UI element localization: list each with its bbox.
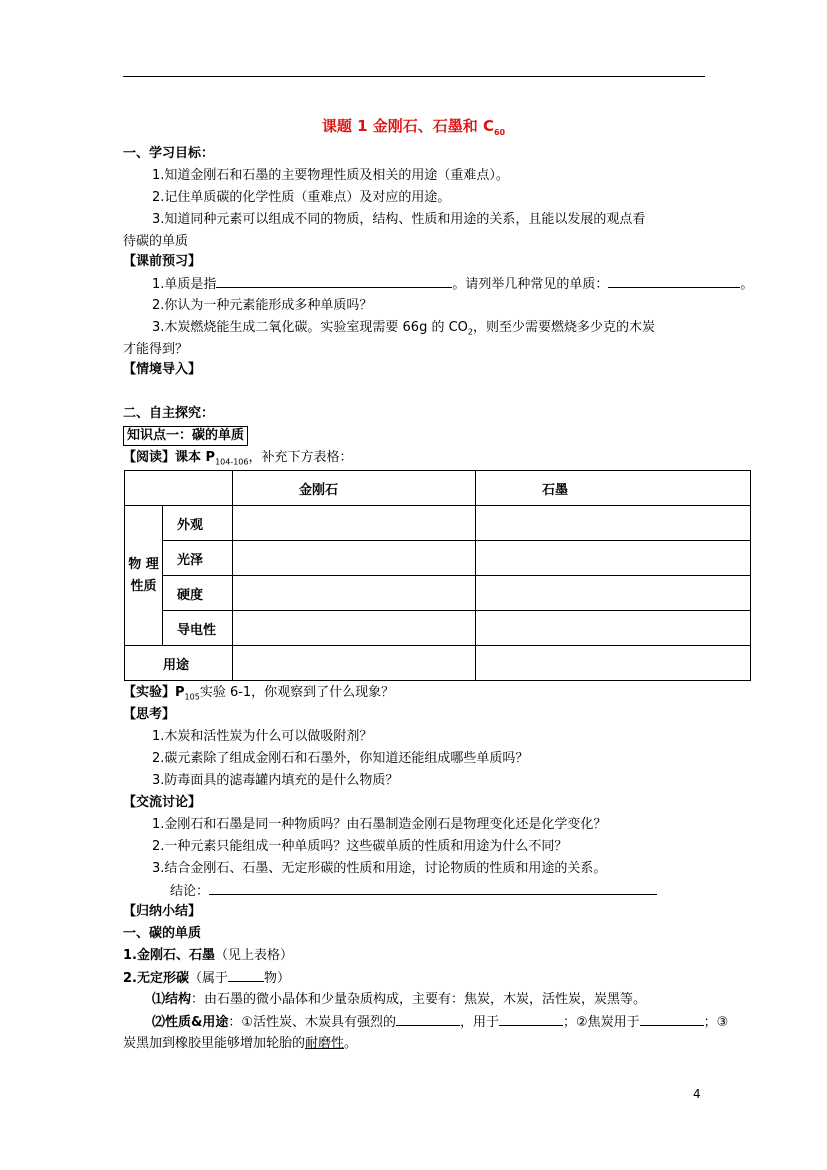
table-cell[interactable]: [476, 506, 751, 541]
table-row: [125, 541, 751, 576]
table-cell[interactable]: [476, 646, 751, 681]
scene-heading: 【情境导入】: [123, 362, 202, 377]
discuss-3: 3.结合金刚石、石墨、无定形碳的性质和用途，讨论物质的性质和用途的关系。: [152, 861, 607, 876]
experiment-line: 【实验】$P_{105}$实验 6-1，你观察到了什么现象？: [123, 685, 395, 702]
think-heading: 【思考】: [123, 707, 176, 722]
row-label-conductivity: 导电性: [163, 611, 233, 646]
think-3: 3.防毒面具的滤毒罐内填充的是什么物质？: [152, 773, 399, 788]
page-number: 4: [693, 1087, 701, 1101]
summary-item1: 1.金刚石、石墨（见上表格）: [123, 948, 293, 963]
think-1: 1.木炭和活性炭为什么可以做吸附剂？: [152, 729, 373, 744]
table-cell[interactable]: [476, 611, 751, 646]
knowledge-point-box: 知识点一：碳的单质: [123, 426, 248, 446]
row-label-appearance: 外观: [163, 506, 233, 541]
blank-category[interactable]: [228, 969, 264, 982]
table-cell[interactable]: [233, 646, 476, 681]
table-row: [125, 576, 751, 611]
preview-q3-cont: 才能得到？: [123, 342, 189, 357]
table-cell[interactable]: [233, 541, 476, 576]
blank-definition[interactable]: [216, 275, 452, 288]
structure-line: ⑴结构：由石墨的微小晶体和少量杂质构成，主要有：焦炭，木炭，活性炭，炭黑等。: [152, 992, 647, 1007]
summary-heading: 【归纳小结】: [123, 904, 202, 919]
preview-q1: 1.单质是指 。请列举几种常见的单质： 。: [152, 277, 754, 292]
preview-q3: 3.木炭燃烧能生成二氧化碳。实验室现需要 66g 的 $CO_2$，则至少需要燃烧多少克的木炭: [152, 320, 656, 337]
properties-table: [124, 470, 751, 681]
discuss-heading: 【交流讨论】: [123, 795, 202, 810]
blank-use1[interactable]: [499, 1013, 563, 1026]
table-row: [125, 506, 751, 541]
goal-2: 2.记住单质碳的化学性质（重难点）及对应的用途。: [152, 190, 451, 205]
table-corner-cell: [125, 471, 233, 506]
col-graphite: 石墨: [476, 471, 751, 506]
header-rule: [123, 76, 705, 77]
blank-adsorption[interactable]: [396, 1013, 460, 1026]
goal-3-cont: 待碳的单质: [123, 234, 189, 249]
reading-line: 【阅读】课本 $P_{104-106}$，补充下方表格：: [123, 450, 353, 467]
discuss-2: 2.一种元素只能组成一种单质吗？这些碳单质的性质和用途为什么不同？: [152, 839, 568, 854]
summary-item2: 2.无定形碳（属于 物）: [123, 971, 291, 986]
blank-conclusion[interactable]: [209, 882, 657, 895]
preview-q2: 2.你认为一种元素能形成多种单质吗？: [152, 298, 373, 313]
blank-examples[interactable]: [608, 275, 740, 288]
lesson-title: [0, 115, 827, 137]
goal-3: 3.知道同种元素可以组成不同的物质，结构、性质和用途的关系，且能以发展的观点看: [152, 212, 646, 227]
row-label-use: 用途: [125, 646, 233, 681]
summary-h1: 一、碳的单质: [123, 926, 202, 941]
col-diamond: 金刚石: [233, 471, 476, 506]
conclusion-line: 结论：: [170, 882, 657, 901]
table-cell[interactable]: [476, 576, 751, 611]
table-row: [125, 646, 751, 681]
property-use-line: ⑵性质&用途：①活性炭、木炭具有强烈的 ，用于 ；②焦炭用于 ；③: [152, 1015, 729, 1030]
row-label-hardness: 硬度: [163, 576, 233, 611]
table-header-row: [125, 471, 751, 506]
goal-1: 1.知道金刚石和石墨的主要物理性质及相关的用途（重难点）。: [152, 168, 509, 183]
section2-heading: 二、自主探究：: [123, 406, 215, 421]
preview-heading: 【课前预习】: [123, 254, 202, 269]
section1-heading: 一、学习目标：: [123, 146, 215, 161]
discuss-1: 1.金刚石和石墨是同一种物质吗？由石墨制造金刚石是物理变化还是化学变化？: [152, 817, 607, 832]
think-2: 2.碳元素除了组成金刚石和石墨外，你知道还能组成哪些单质吗？: [152, 751, 529, 766]
blank-use2[interactable]: [640, 1013, 704, 1026]
title-subscript: 60: [493, 128, 506, 137]
physical-properties-label: 物 理 性质: [125, 506, 163, 646]
table-cell[interactable]: [233, 576, 476, 611]
property-use-cont: 炭黑加到橡胶里能够增加轮胎的耐磨性。: [123, 1036, 358, 1051]
table-row: [125, 611, 751, 646]
table-cell[interactable]: [476, 541, 751, 576]
table-cell[interactable]: [233, 611, 476, 646]
row-label-luster: 光泽: [163, 541, 233, 576]
title-text: 课题 1 金刚石、石墨和 C: [321, 117, 494, 135]
table-cell[interactable]: [233, 506, 476, 541]
